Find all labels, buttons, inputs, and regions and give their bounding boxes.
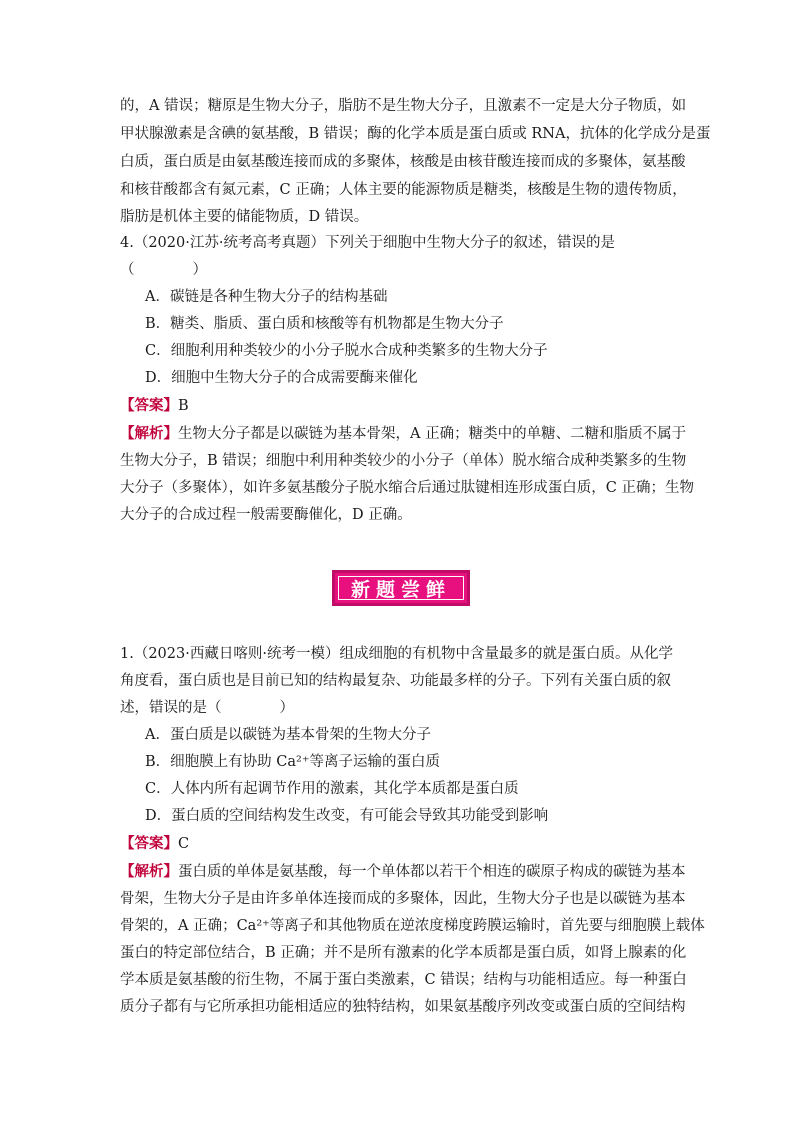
question-4-blank: （ ） (120, 262, 207, 278)
section-banner (332, 570, 470, 606)
analysis-tag: 【解析】 (120, 425, 178, 442)
question-1-option-c: C．人体内所有起调节作用的激素，其化学本质都是蛋白质 (145, 781, 519, 797)
question-1-answer (120, 834, 189, 854)
question-4-answer (120, 396, 189, 416)
question-1-analysis-line: 骨架的，A 正确；Ca²⁺等离子和其他物质在逆浓度梯度跨膜运输时，首先要与细胞膜上载体 (120, 918, 705, 934)
question-4-option-a: A．碳链是各种生物大分子的结构基础 (145, 289, 388, 305)
paragraph-line: 甲状腺激素是含碘的氨基酸，B 错误；酶的化学本质是蛋白质或 RNA，抗体的化学成分是蛋 (120, 126, 711, 142)
question-4-analysis-line: 生物大分子，B 错误；细胞中利用种类较少的小分子（单体）脱水缩合成种类繁多的生物 (120, 453, 687, 469)
question-1-option-b: B．细胞膜上有协助 Ca²⁺等离子运输的蛋白质 (145, 754, 440, 770)
answer-tag: 【答案】 (120, 397, 178, 414)
paragraph-line: 脂肪是机体主要的储能物质，D 错误。 (120, 209, 369, 225)
question-1-analysis-line: 质分子都有与它所承担功能相适应的独特结构，如果氨基酸序列改变或蛋白质的空间结构 (120, 999, 686, 1015)
question-1-option-d: D．蛋白质的空间结构发生改变，有可能会导致其功能受到影响 (145, 808, 549, 824)
answer-tag: 【答案】 (120, 835, 178, 852)
question-1-stem-line: 述，错误的是（ ） (120, 700, 294, 716)
question-4-analysis-line: 大分子（多聚体），如许多氨基酸分子脱水缩合后通过肽键相连形成蛋白质，C 正确；生物 (120, 480, 694, 496)
paragraph-line: 的，A 错误；糖原是生物大分子，脂肪不是生物大分子，且激素不一定是大分子物质，如 (120, 98, 687, 114)
question-1-option-a: A．蛋白质是以碳链为基本骨架的生物大分子 (145, 727, 431, 743)
question-1-stem-line: 1.（2023·西藏日喀则·统考一模）组成细胞的有机物中含量最多的就是蛋白质。从化学 (120, 646, 673, 662)
analysis-text: 蛋白质的单体是氨基酸，每一个单体都以若干个相连的碳原子构成的碳链为基本 (178, 864, 686, 880)
question-1-analysis-line (120, 862, 686, 882)
question-1-analysis-line: 学本质是氨基酸的衍生物，不属于蛋白类激素，C 错误；结构与功能相适应。每一种蛋白 (120, 972, 687, 988)
question-4-option-b: B．糖类、脂质、蛋白质和核酸等有机物都是生物大分子 (145, 316, 504, 332)
question-1-analysis-line: 骨架，生物大分子是由许多单体连接而成的多聚体，因此，生物大分子也是以碳链为基本 (120, 891, 686, 907)
question-1-stem-line: 角度看，蛋白质也是目前已知的结构最复杂、功能最多样的分子。下列有关蛋白质的叙 (120, 673, 671, 689)
question-4-stem: 4.（2020·江苏·统考高考真题）下列关于细胞中生物大分子的叙述，错误的是 (120, 235, 615, 251)
paragraph-line: 白质，蛋白质是由氨基酸连接而成的多聚体，核酸是由核苷酸连接而成的多聚体，氨基酸 (120, 154, 686, 170)
answer-value: B (178, 398, 189, 414)
analysis-tag: 【解析】 (120, 863, 178, 880)
question-4-analysis-line (120, 424, 686, 444)
analysis-text: 生物大分子都是以碳链为基本骨架，A 正确；糖类中的单糖、二糖和脂质不属于 (178, 426, 687, 442)
question-4-option-c: C．细胞利用种类较少的小分子脱水合成种类繁多的生物大分子 (145, 343, 548, 359)
question-4-option-d: D．细胞中生物大分子的合成需要酶来催化 (145, 370, 418, 386)
paragraph-line: 和核苷酸都含有氮元素，C 正确；人体主要的能源物质是糖类，核酸是生物的遗传物质， (120, 182, 687, 198)
section-banner-title: 新题尝鲜 (338, 576, 464, 600)
answer-value: C (178, 836, 190, 852)
question-4-analysis-line: 大分子的合成过程一般需要酶催化，D 正确。 (120, 507, 412, 523)
question-1-analysis-line: 蛋白的特定部位结合，B 正确；并不是所有激素的化学本质都是蛋白质，如肾上腺素的化 (120, 945, 687, 961)
